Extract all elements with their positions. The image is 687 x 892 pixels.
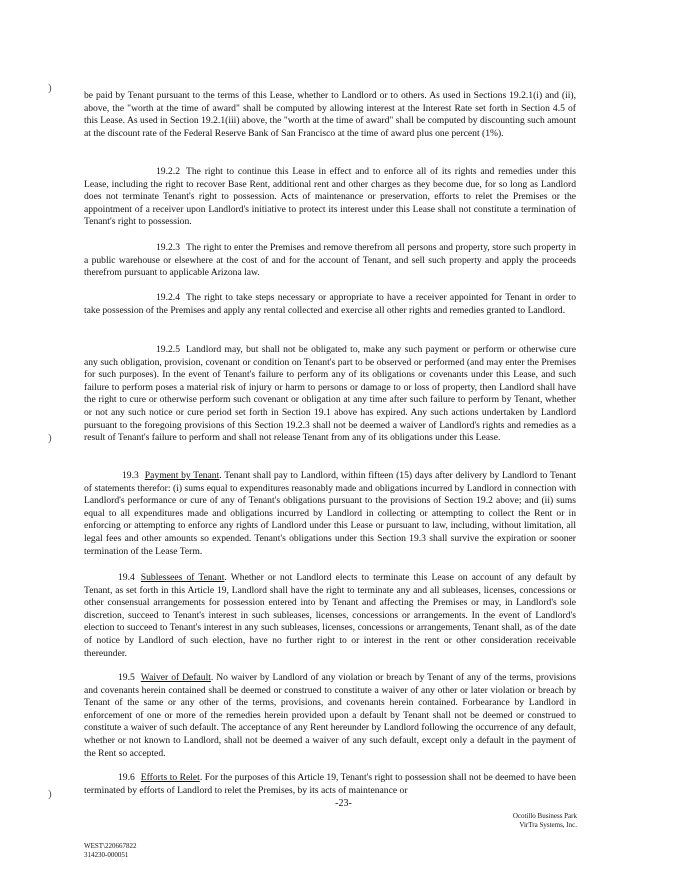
- paragraph-continuation: [84, 90, 576, 140]
- paragraph-text: The right to take steps necessary or appropriate to have a receiver appointed for Tenant in order to take possession of the Premises and apply any rental collected and exercise all other rights and remedies granted to Landlord.: [84, 292, 576, 316]
- paragraph-19-2-4: [84, 292, 576, 317]
- paragraph-19-6: 19.6 Efforts to Relet. For the purposes of this Article 19, Tenant's right to possession shall not be deemed to have been terminated by efforts of Landlord to relet the Premises, by its acts of maintenance or: [84, 772, 576, 796]
- paragraph-text: Whether or not Landlord elects to terminate this Lease on account of any default by Tenant, as set forth in this Article 19, Landlord shall have the right to terminate any and all subleases, licenses, concessions or other consensual arrangements for possession entered into by Tenant and affecting the Premises or may, in Landlord's sole discretion, succeed to Tenant's interest in such subleases, licenses, concessions or arrangements. In the event of Landlord's election to succeed to Tenant's interest in any such subleases, licenses, concessions or arrangements, Tenant shall, as of the date of notice by Landlord of such election, have no further right to or interest in the rent or other consideration receivable thereunder.: [84, 572, 577, 659]
- paragraph-text: For the purposes of this Article 19, Tenant's right to possession shall not be deemed to have been terminated by efforts of Landlord to relet the Premises, by its acts of maintenance or: [84, 772, 576, 796]
- footer-right: [513, 812, 577, 830]
- footer-right-line1: Ocotillo Business Park: [512, 812, 577, 820]
- section-number: 19.2.4: [156, 292, 180, 303]
- footer-left-line2: 314230-000051: [84, 851, 129, 859]
- margin-mark: ): [48, 432, 52, 444]
- section-number: 19.2.2: [156, 166, 180, 177]
- paragraph-text: No waiver by Landlord of any violation or breach by Tenant of any of the terms, provisions and covenants herein contained shall be deemed or construed to constitute a waiver of any other or later violation or breach by Tenant of the same or any other of the terms, provisions, and covenants herein contained. Forbearance by Landlord in enforcement of one or more of the remedies herein provided upon a default by Tenant shall not be deemed or construed to constitute a waiver of such default. The acceptance of any Rent hereunder by Landlord following the occurrence of any default, whether or not known to Landlord, shall not be deemed a waiver of any such default, except only a default in the payment of the Rent so accepted.: [84, 672, 577, 759]
- section-title: Sublessees of Tenant: [140, 572, 225, 583]
- paragraph-19-2-3: [84, 242, 576, 280]
- section-number: 19.6: [118, 772, 135, 783]
- section-number: 19.2.3: [156, 242, 180, 253]
- margin-mark: ): [48, 788, 52, 800]
- paragraph-text: The right to continue this Lease in effect and to enforce all of its rights and remedies under this Lease, including the right to recover Base Rent, additional rent and other charges as they become due, for so long as Landlord does not terminate Tenant's right to possession. Acts of maintenance or preservation, efforts to relet the Premises or the appointment of a receiver upon Landlord's initiative to protect its interest under this Lease shall not constitute a termination of Tenant's right to possession.: [84, 166, 576, 228]
- section-number: 19.3: [122, 470, 139, 481]
- paragraph-text: be paid by Tenant pursuant to the terms of this Lease, whether to Landlord or to others. As used in Sections 19.2.1(i) and (ii), above, the "worth at the time of award" shall be computed by allowing interest at the Interest Rate set forth in Section 4.5 of this Lease. As used in Section 19.2.1(iii) above, the "worth at the time of award" shall be computed by discounting such amount at the discount rate of the Federal Reserve Bank of San Francisco at the time of award plus one percent (1%).: [84, 90, 576, 139]
- paragraph-19-4: 19.4 Sublessees of Tenant. Whether or not Landlord elects to terminate this Lease on account of any default by Tenant, as set forth in this Article 19, Landlord shall have the right to terminate any and all subleases, licenses, concessions or other consensual arrangements for possession entered into by Tenant and affecting the Premises or may, in Landlord's sole discretion, succeed to Tenant's interest in such subleases, licenses, concessions or arrangements. In the event of Landlord's election to succeed to Tenant's interest in any such subleases, licenses, concessions or arrangements, Tenant shall, as of the date of notice by Landlord of such election, have no further right to or interest in the rent or other consideration receivable thereunder.: [84, 572, 577, 659]
- paragraph-text: Tenant shall pay to Landlord, within fifteen (15) days after delivery by Landlord to Tenant of statements therefor: (i) sums equal to expenditures reasonably made and obligations incurred by Landlord in connection with Landlord's performance or cure of any of Tenant's obligations pursuant to the provisions of Section 19.2 above; and (ii) sums equal to all expenditures made and obligations incurred by Landlord in collecting or attempting to collect the Rent or in enforcing or attempting to enforce any rights of Landlord under this Lease or pursuant to law, including, without limitation, all legal fees and other amounts so expended. Tenant's obligations under this Section 19.3 shall survive the expiration or sooner termination of the Lease Term.: [84, 470, 576, 557]
- section-title: Payment by Tenant: [144, 470, 220, 481]
- section-title: Waiver of Default: [140, 672, 211, 683]
- margin-mark: ): [48, 82, 52, 94]
- paragraph-text: Landlord may, but shall not be obligated to, make any such payment or perform or otherwise cure any such obligation, provision, covenant or condition on Tenant's part to be observed or performed (and may enter the Premises for such purposes). In the event of Tenant's failure to perform any of its obligations or covenants under this Lease, and such failure to perform poses a material risk of injury or harm to persons or damage to or loss of property, then Landlord shall have the right to cure or otherwise perform such covenant or obligation at any time after such failure to perform by Tenant, whether or not any such notice or cure period set forth in Section 19.1 above has expired. Any such actions undertaken by Landlord pursuant to the foregoing provisions of this Section 19.2.3 shall not be deemed a waiver of Landlord's rights and remedies as a result of Tenant's failure to perform and shall not release Tenant from any of its obligations under this Lease.: [84, 344, 576, 444]
- footer-left: [84, 842, 137, 860]
- paragraph-19-2-2: [84, 166, 576, 229]
- section-number: 19.5: [118, 672, 135, 683]
- footer-right-line2: VirTra Systems, Inc.: [519, 821, 577, 829]
- footer-left-line1: WEST\220667822: [84, 842, 137, 850]
- paragraph-19-2-5: [84, 344, 576, 445]
- section-number: 19.4: [118, 572, 135, 583]
- paragraph-19-3: 19.3 Payment by Tenant. Tenant shall pay to Landlord, within fifteen (15) days after delivery by Landlord to Tenant of statements therefor: (i) sums equal to expenditures reasonably made and obligations incurred by Landlord in connection with Landlord's performance or cure of any of Tenant's obligations pursuant to the provisions of Section 19.2 above; and (ii) sums equal to all expenditures made and obligations incurred by Landlord in collecting or attempting to collect the Rent or in enforcing or attempting to enforce any rights of Landlord under this Lease or pursuant to law, including, without limitation, all legal fees and other amounts so expended. Tenant's obligations under this Section 19.3 shall survive the expiration or sooner termination of the Lease Term.: [84, 470, 576, 557]
- paragraph-text: The right to enter the Premises and remove therefrom all persons and property, store such property in a public warehouse or elsewhere at the cost of and for the account of Tenant, and sell such property and apply the proceeds therefrom pursuant to applicable Arizona law.: [84, 242, 576, 279]
- section-title: Efforts to Relet: [140, 772, 200, 783]
- paragraph-19-5: 19.5 Waiver of Default. No waiver by Landlord of any violation or breach by Tenant of any of the terms, provisions and covenants herein contained shall be deemed or construed to constitute a waiver of any other or later violation or breach by Tenant of the same or any other of the terms, provisions, and covenants herein contained. Forbearance by Landlord in enforcement of one or more of the remedies herein provided upon a default by Tenant shall not be deemed or construed to constitute a waiver of such default. The acceptance of any Rent hereunder by Landlord following the occurrence of any default, whether or not known to Landlord, shall not be deemed a waiver of any such default, except only a default in the payment of the Rent so accepted.: [84, 672, 577, 759]
- page-number: -23-: [335, 798, 352, 809]
- section-number: 19.2.5: [156, 344, 180, 355]
